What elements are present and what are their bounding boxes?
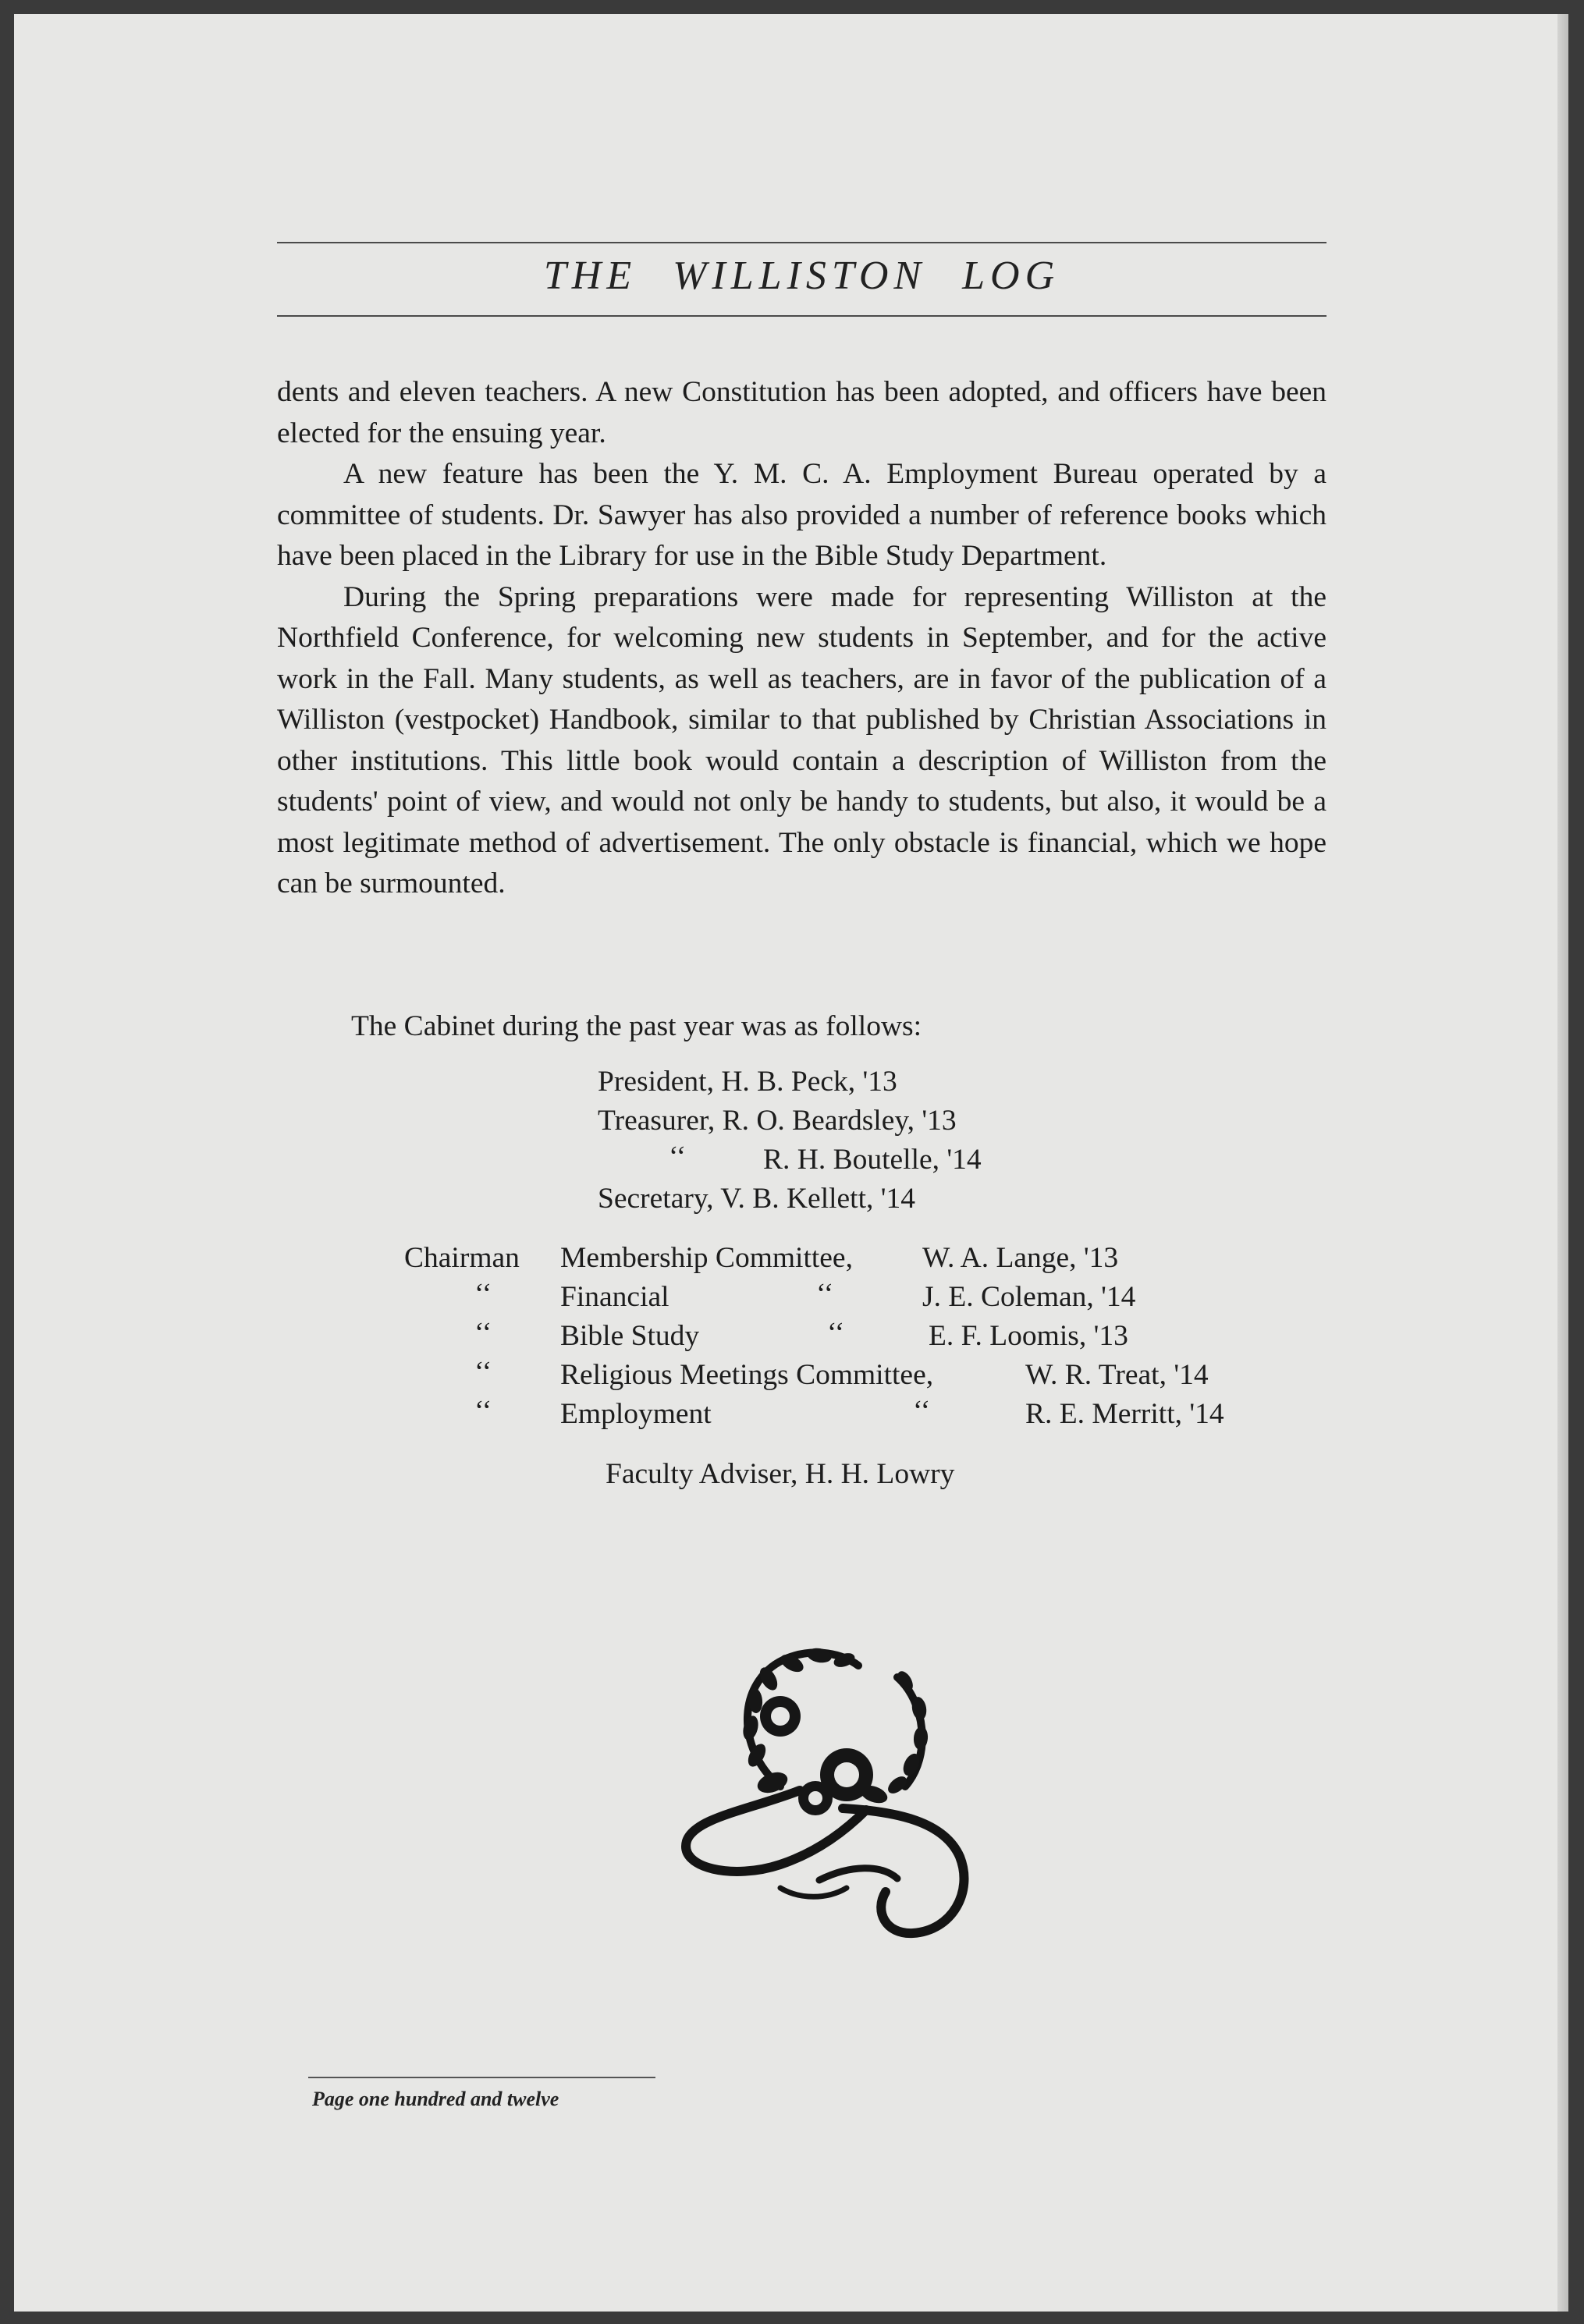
ditto-mark: ‘‘	[474, 1356, 492, 1388]
committee-name: Membership Committee,	[560, 1242, 853, 1274]
ditto-mark: ‘‘	[474, 1278, 492, 1310]
header-bottom-rule	[277, 315, 1327, 317]
cabinet-intro: The Cabinet during the past year was as follows:	[351, 1010, 922, 1042]
committee-name: Financial	[560, 1281, 669, 1313]
body-text	[277, 372, 1327, 905]
committee-name: Bible Study	[560, 1320, 700, 1352]
committee-member: J. E. Coleman, '14	[922, 1281, 1136, 1313]
committee-member: W. A. Lange, '13	[922, 1242, 1119, 1274]
header-top-rule	[277, 242, 1327, 243]
ditto-mark: ‘‘	[474, 1317, 492, 1349]
paragraph-employment-bureau: A new feature has been the Y. M. C. A. Employment Bureau operated by a committee of students. Dr. Sawyer has also provided a number of reference books which have been placed in the Library for use in the Bible Study Department.	[277, 458, 1327, 572]
running-header	[277, 242, 1327, 317]
officer-secretary: Secretary, V. B. Kellett, '14	[598, 1183, 916, 1215]
officer-treasurer: Treasurer, R. O. Beardsley, '13	[598, 1105, 957, 1137]
ditto-mark: ‘‘	[816, 1278, 834, 1310]
faculty-adviser: Faculty Adviser, H. H. Lowry	[606, 1458, 955, 1490]
wreath-ornament	[663, 1630, 1014, 1958]
officer-treasurer-second: R. H. Boutelle, '14	[763, 1144, 982, 1176]
ditto-mark: ‘‘	[474, 1395, 492, 1427]
committee-name: Employment	[560, 1398, 712, 1430]
ditto-mark: ‘‘	[827, 1317, 845, 1349]
paragraph-spring-preparations: During the Spring preparations were made for representing Williston at the Northfield Conference, for welcoming new students in September, and for the active work in the Fall. Many students, as well as teachers, are in favor of the publication of a Williston (vestpocket) Handbook, similar to that published by Christian Associations in other institutions. This little book would contain a description of Williston from the students' point of view, and would not only be handy to students, but also, it would be a most legitimate method of advertisement. The only obstacle is financial, which we hope can be surmounted.	[277, 580, 1327, 899]
chairman-label: Chairman	[404, 1242, 520, 1274]
committee-member: R. E. Merritt, '14	[1025, 1398, 1224, 1430]
ditto-mark: ‘‘	[913, 1395, 931, 1427]
officer-president: President, H. B. Peck, '13	[598, 1066, 897, 1098]
page-edge-shadow	[1557, 14, 1568, 2312]
page-number: Page one hundred and twelve	[312, 2088, 559, 2110]
ditto-mark: ‘‘	[669, 1141, 687, 1173]
page-title: THE WILLISTON LOG	[543, 254, 1060, 298]
committee-member: E. F. Loomis, '13	[929, 1320, 1128, 1352]
page-sheet	[14, 14, 1568, 2312]
paragraph-continued: dents and eleven teachers. A new Constitution has been adopted, and officers have been elected for the ensuing year.	[277, 376, 1327, 449]
committee-name: Religious Meetings Committee,	[560, 1359, 934, 1391]
footer-rule	[308, 2077, 655, 2078]
committee-member: W. R. Treat, '14	[1025, 1359, 1209, 1391]
